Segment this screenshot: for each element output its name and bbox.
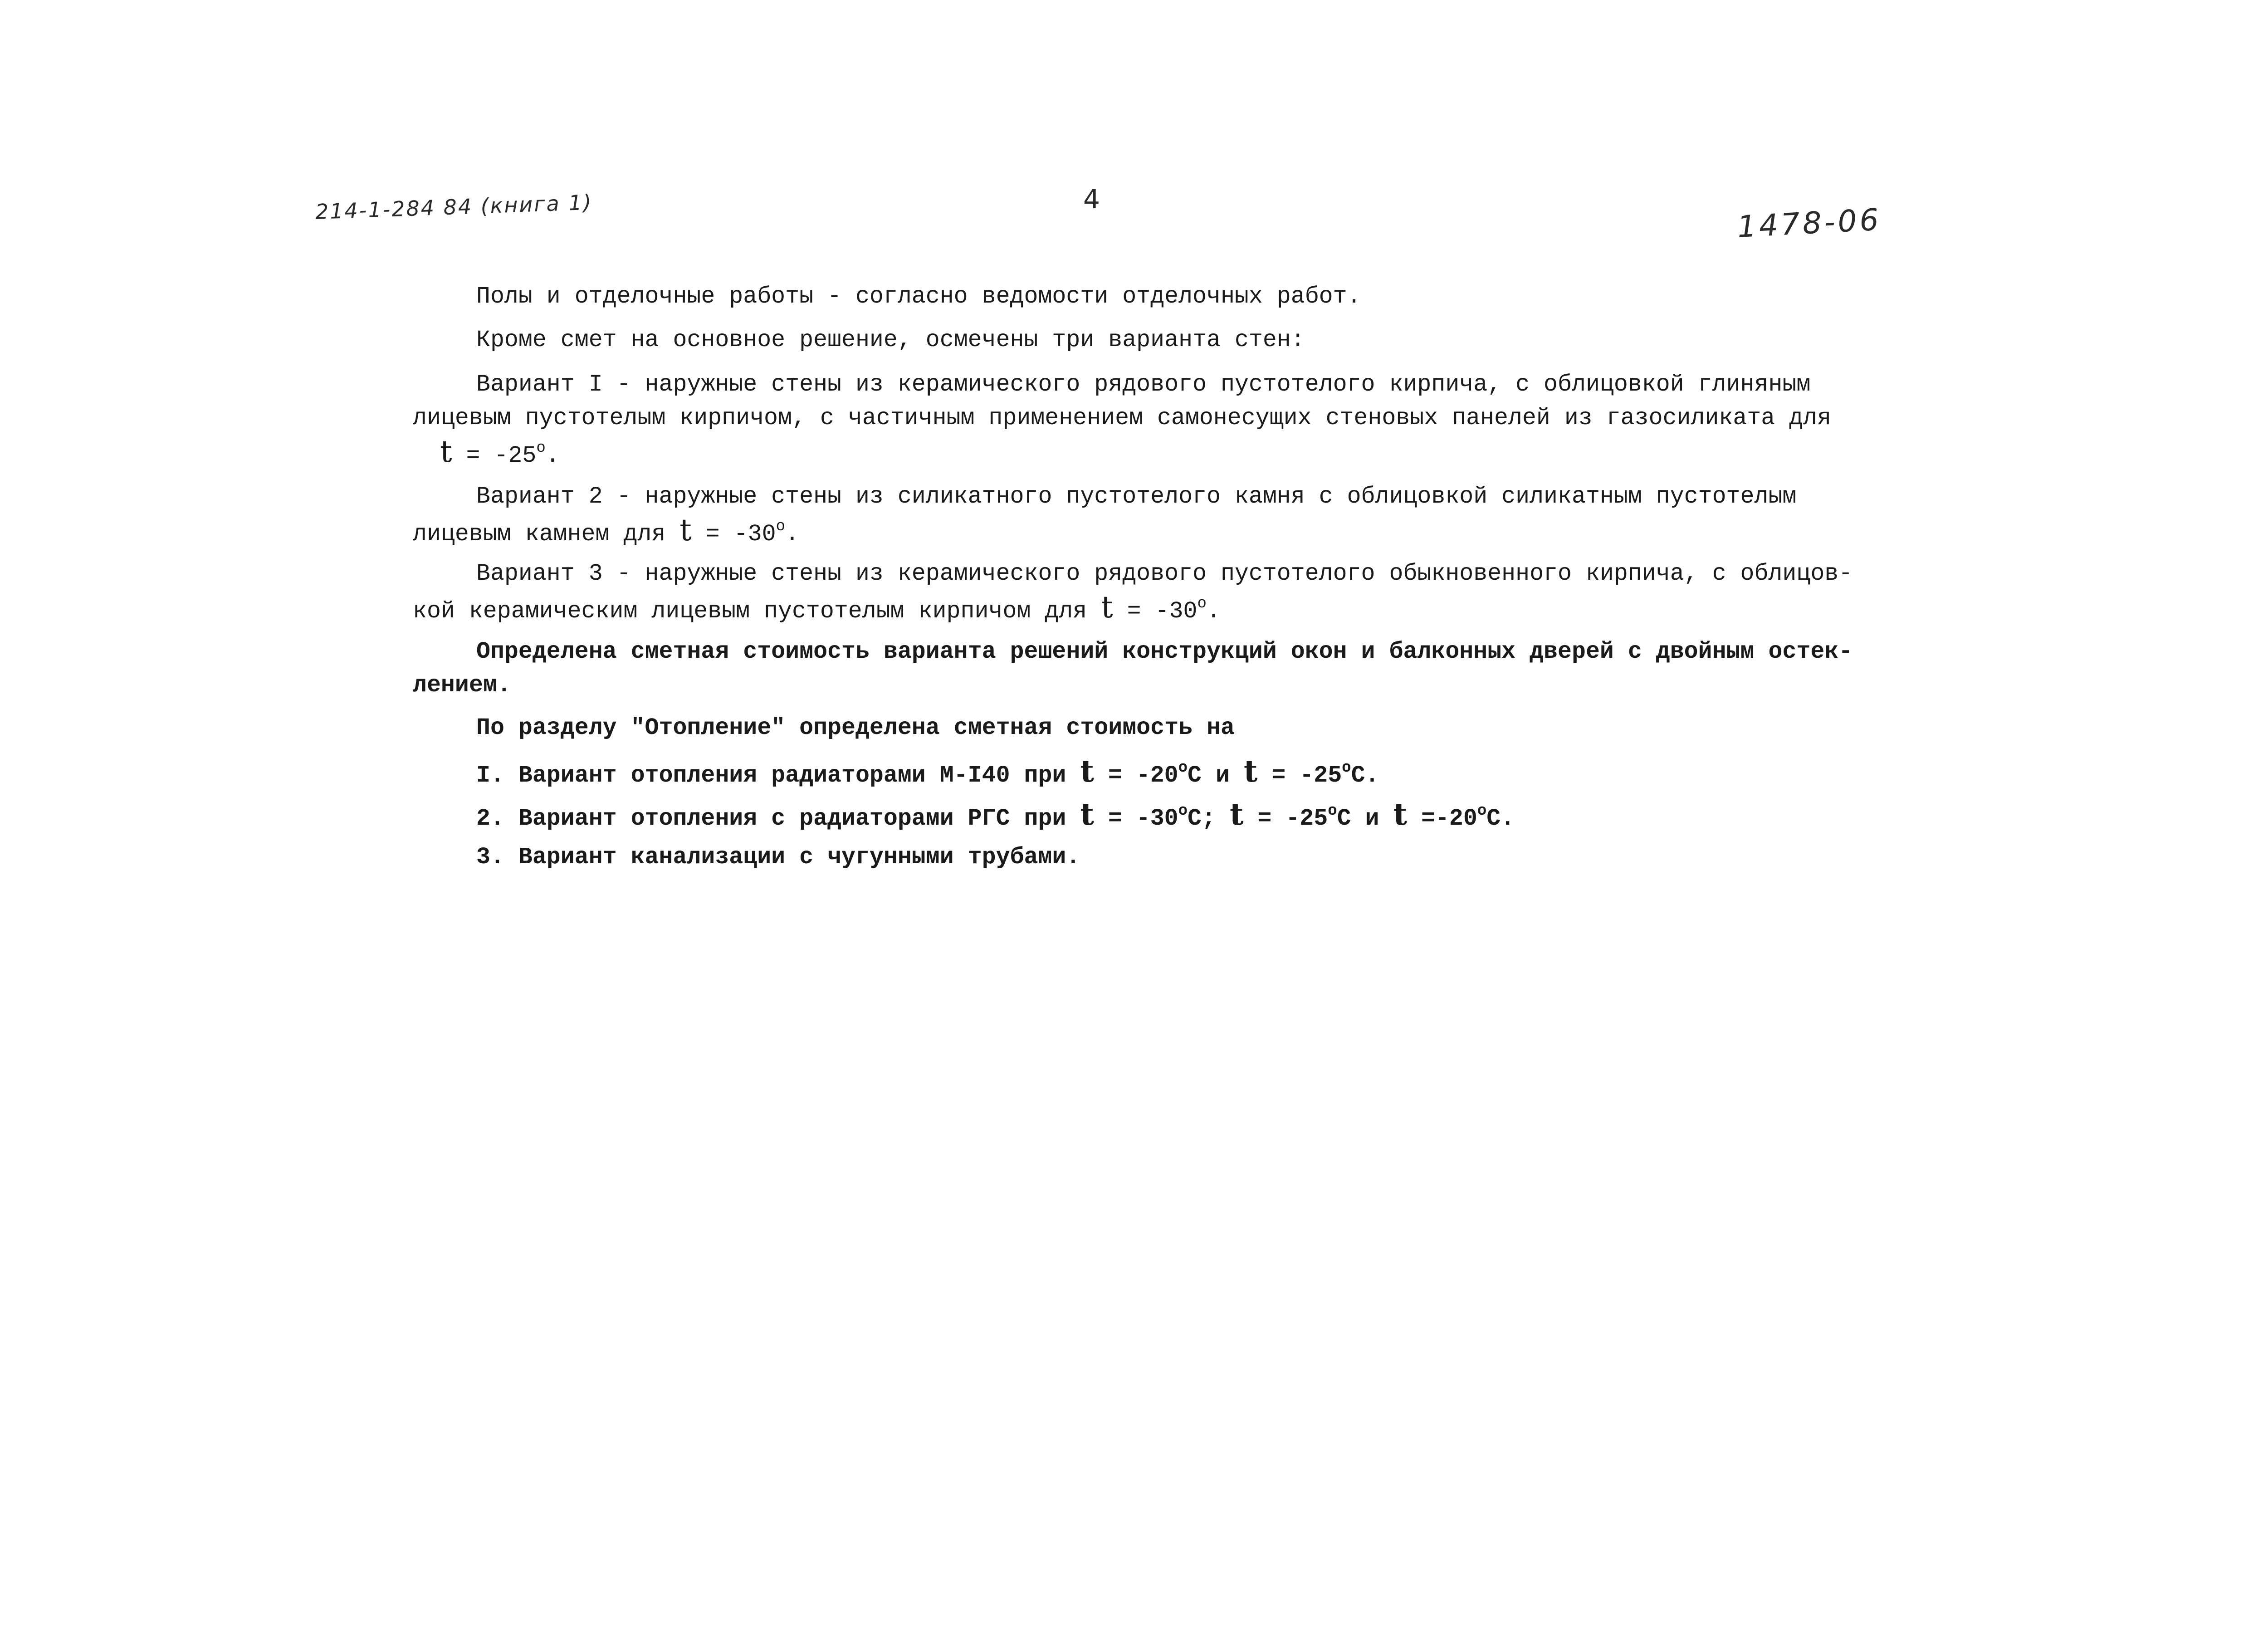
paragraph-floors: Полы и отделочные работы - согласно ведомости отделочных работ. (476, 284, 1361, 310)
variant-1-line-2: лицевым пустотелым кирпичом, с частичным применением самонесущих стеновых панелей из газосиликата для (413, 405, 1832, 431)
degree-sign: o (1477, 802, 1487, 820)
temperature-symbol: t (440, 434, 452, 469)
variant-3-line-2: кой керамическим лицевым пустотелым кирпичом для $t = -30^o$. (413, 590, 1221, 625)
temperature-symbol: t (1080, 753, 1094, 789)
degree-sign: o (536, 440, 546, 457)
list-item-3: 3. Вариант канализации с чугунными трубами. (476, 844, 1080, 870)
temperature-symbol: t (1243, 753, 1258, 789)
paragraph-wall-variants-intro: Кроме смет на основное решение, осмечены три варианта стен: (476, 327, 1305, 353)
temperature-symbol: t (1229, 797, 1244, 832)
paragraph-windows-line-1: Определена сметная стоимость варианта решений конструкций окон и балконных дверей с двойным остек- (476, 639, 1853, 665)
degree-sign: o (1328, 802, 1337, 820)
document-code: 214-1-284 84 (книга 1) (315, 190, 593, 224)
variant-3-line-1: Вариант 3 - наружные стены из керамического рядового пустотелого обыкновенного кирпича, с облицов- (476, 561, 1853, 587)
temperature-symbol: t (1101, 590, 1113, 625)
page-number: 4 (1083, 184, 1100, 215)
degree-sign: o (1342, 759, 1351, 777)
list-item-2: 2. Вариант отопления с радиаторами РГС при $t = -30^oC$; $t = -25^oC$ и $t =-20^oC$. (476, 797, 1515, 832)
paragraph-heating: По разделу "Отопление" определена сметная стоимость на (476, 715, 1235, 741)
paragraph-windows-line-2: лением. (413, 672, 511, 699)
temperature-symbol: t (1080, 797, 1094, 832)
degree-sign: o (776, 518, 785, 535)
temperature-value: = -30 (705, 521, 776, 548)
temperature-symbol: t (679, 513, 692, 548)
variant-2-line-1: Вариант 2 - наружные стены из силикатного пустотелого камня с облицовкой силикатным пустотелым (476, 484, 1797, 510)
variant-1-line-1: Вариант I - наружные стены из керамического рядового пустотелого кирпича, с облицовкой глиняным (476, 372, 1811, 398)
list-item-1: I. Вариант отопления радиаторами М-I40 при $t = -20^oC$ и $t = -25^oC$. (476, 753, 1379, 789)
degree-sign: o (1178, 802, 1188, 820)
degree-sign: o (1197, 595, 1207, 612)
degree-sign: o (1178, 759, 1188, 777)
archive-number: 1478-06 (1736, 202, 1882, 245)
temperature-value: = -25 (466, 443, 537, 469)
variant-2-line-2: лицевым камнем для $t = -30^o$. (413, 513, 799, 548)
temperature-symbol: t (1393, 797, 1407, 832)
variant-1-line-3: $t = -25^o$. (440, 434, 560, 469)
temperature-value: = -30 (1127, 598, 1198, 625)
